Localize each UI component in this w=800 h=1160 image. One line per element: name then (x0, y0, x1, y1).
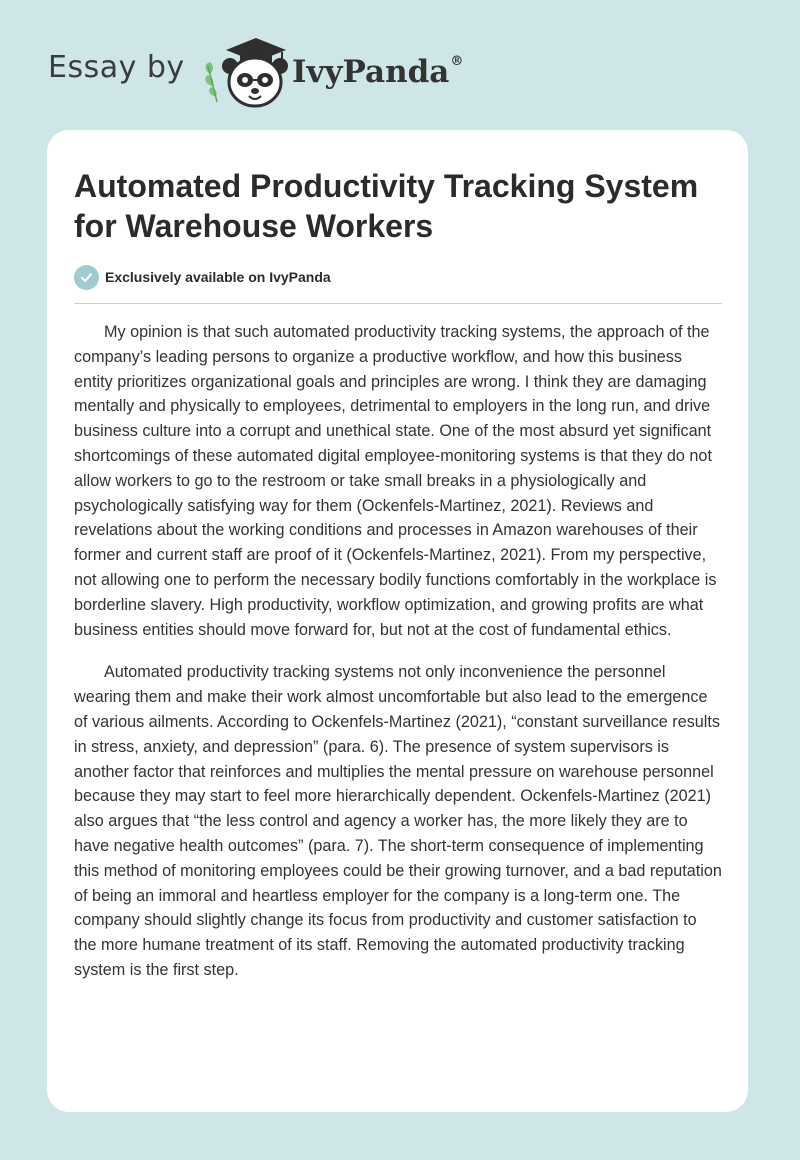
essay-body (74, 320, 722, 1001)
site-header (0, 0, 800, 130)
divider (74, 303, 722, 304)
essay-by-label: Essay by (48, 50, 185, 85)
brand-name[interactable] (292, 54, 463, 90)
exclusive-badge-text: Exclusively available on IvyPanda (105, 269, 331, 285)
essay-card (47, 130, 748, 1112)
panda-logo-icon[interactable] (200, 36, 292, 110)
exclusive-badge (74, 264, 331, 290)
paragraph: Automated productivity tracking systems not only inconvenience the personnel wearing them and make their work almost uncomfortable but also lead to the emergence of various ailments. According to Ockenfels-Martinez (2021), “constant surveillance results in stress, anxiety, and depression” (para. 6). The presence of system supervisors is another factor that reinforces and multiplies the mental pressure on warehouse personnel because they may start to feel more hierarchically dependent. Ockenfels-Martinez (2021) also argues that “the less control and agency a worker has, the more likely they are to have negative health outcomes” (para. 7). The short-term consequence of implementing this method of monitoring employees could be their growing turnover, and a bad reputation of being an immoral and heartless employer for the company is a long-term one. The company should slightly change its focus from productivity and customer satisfaction to the more humane treatment of its staff. Removing the automated productivity tracking system is the first step. (74, 663, 722, 979)
registered-mark: ® (450, 54, 464, 69)
essay-title: Automated Productivity Tracking System for Warehouse Workers (74, 168, 699, 244)
paragraph: My opinion is that such automated productivity tracking systems, the approach of the company’s leading persons to organize a productive workflow, and how this business entity prioritizes organizational goals and principles are wrong. I think they are damaging mentally and physically to employees, detrimental to employers in the long run, and drive business culture into a corrupt and unethical state. One of the most absurd yet significant shortcomings of these automated digital employee-monitoring systems is that they do not allow workers to go to the restroom or take small breaks in a physiologically and psychologically satisfying way for them (Ockenfels-Martinez, 2021). Reviews and revelations about the working conditions and processes in Amazon warehouses of their former and current staff are proof of it (Ockenfels-Martinez, 2021). From my perspective, not allowing one to perform the necessary bodily functions comfortably in the workplace is borderline slavery. High productivity, workflow optimization, and growing profits are what business entities should move forward for, but not at the cost of fundamental ethics. (74, 323, 717, 639)
check-icon (74, 265, 99, 290)
brand-label: IvyPanda (292, 54, 450, 90)
